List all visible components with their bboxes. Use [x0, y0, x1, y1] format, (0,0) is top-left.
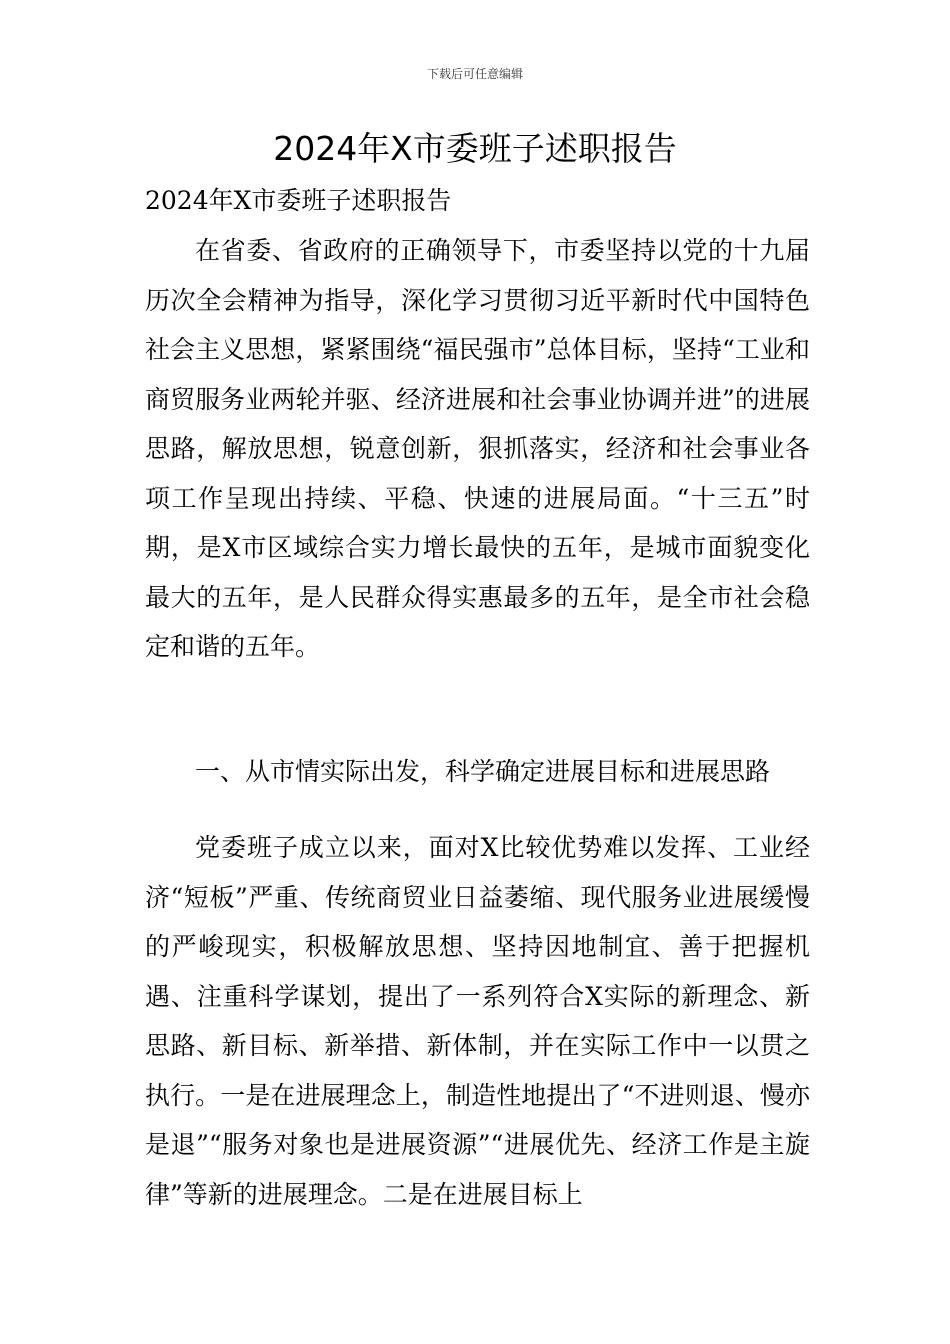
header-note: 下载后可任意编辑 — [426, 67, 523, 81]
section-heading: 一、从市情实际出发，科学确定进展目标和进展思路 — [195, 757, 771, 786]
section-paragraph: 党委班子成立以来，面对X比较优势难以发挥、工业经济“短板”严重、传统商贸业日益萎缩、现代服务业进展缓慢的严峻现实，积极解放思想、坚持因地制宜、善于把握机遇、注重科学谋划，提出了一系列符合X实际的新理念、新思路、新目标、新举措、新体制，并在实际工作中一以贯之执行。一是在进展理念上，制造性地提出了“不进则退、慢亦是退”“服务对象也是进展资源”“进展优先、经济工作是主旋律”等新的进展理念。二是在进展目标上 — [145, 833, 810, 1209]
document-subtitle: 2024年X市委班子述职报告 — [145, 186, 452, 215]
intro-paragraph: 在省委、省政府的正确领导下，市委坚持以党的十九届历次全会精神为指导，深化学习贯彻习近平新时代中国特色社会主义思想，紧紧围绕“福民强市”总体目标，坚持“工业和商贸服务业两轮并驱、经济进展和社会事业协调并进”的进展思路，解放思想，锐意创新，狠抓落实，经济和社会事业各项工作呈现出持续、平稳、快速的进展局面。“十三五”时期，是X市区域综合实力增长最快的五年，是城市面貌变化最大的五年，是人民群众得实惠最多的五年，是全市社会稳定和谐的五年。 — [145, 236, 810, 661]
document-title: 2024年X市委班子述职报告 — [273, 129, 677, 168]
